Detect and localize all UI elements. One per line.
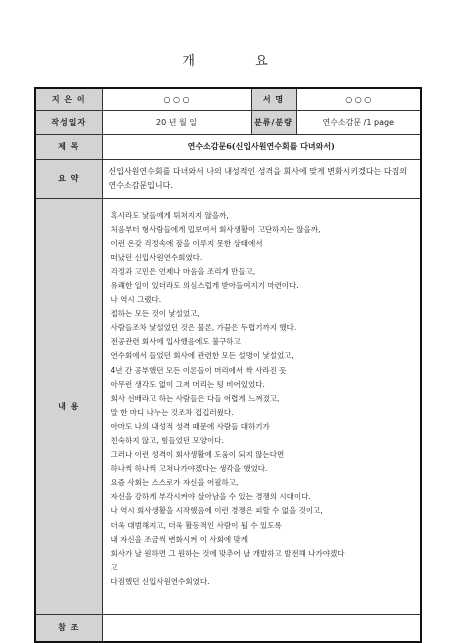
date-value: 20 년 월 일 <box>102 110 251 134</box>
content-line: 4년 간 공부했던 모든 이론들이 머리에서 싹 사라진 듯 <box>110 365 287 375</box>
reference-value <box>102 614 421 642</box>
content-line: 내 자신을 조금씩 변화시켜 이 사회에 맞게 <box>110 534 248 544</box>
summary-value: 신입사원연수회를 다녀와서 나의 내성적인 성격을 회사에 맞게 변화시키겠다는 다짐의 연수소감문입니다. <box>102 159 421 198</box>
author-value: ○ ○ ○ <box>102 88 251 110</box>
content-line: 고 <box>110 562 118 572</box>
content-line: 사람들조차 낯설었던 것은 물론, 가끔은 두렵기까지 했다. <box>110 323 297 333</box>
content-line: 회사 선배라고 하는 사람들은 다들 어렵게 느껴졌고, <box>110 393 280 403</box>
content-line: 걱정과 고민은 언제나 마음을 조리게 만들고, <box>110 266 256 276</box>
summary-label: 요 약 <box>35 159 102 198</box>
content-line: 친숙하지 않고, 힘들었던 모양이다. <box>110 436 224 445</box>
reference-label: 참 조 <box>35 614 102 642</box>
content-line: 하나씩 하나씩 고쳐나가야겠다는 생각을 했었다. <box>110 464 268 474</box>
author-label: 지 은 이 <box>35 88 102 110</box>
content-line: 처음부터 형사람들에게 밉보여서 회사생활이 고단하지는 않을까, <box>110 224 321 234</box>
content-line: 요즘 사회는 스스로가 자신을 어필하고, <box>110 478 239 488</box>
content-line: 혹시라도 낯들에게 튀쳐지지 않을까, <box>110 210 229 220</box>
content-label: 내 용 <box>35 198 102 614</box>
content-line: 전공관련 회사에 입사했음에도 불구하고 <box>110 337 241 347</box>
content-line: 이런 온갖 걱정속에 잠을 이루지 못한 상태에서 <box>110 238 263 248</box>
content-line: 나 역시 그랬다. <box>110 295 162 305</box>
content-line: 자신을 강하게 부각시켜야 살아남을 수 있는 경쟁의 시대이다. <box>110 492 311 502</box>
content-line: 말 한 마디 나누는 것조차 겁깁러웠다. <box>110 407 234 417</box>
content-line: 접하는 모든 것이 낯설었고, <box>110 309 200 319</box>
category-label: 분류/분량 <box>251 110 296 134</box>
content-line: 아무런 생각도 없이 그저 머리는 텅 비어있었다. <box>110 379 265 389</box>
subject-label: 제 목 <box>35 134 102 159</box>
content-line: 연수회에서 들었던 회사에 관련한 모든 설명이 낯설었고, <box>110 351 294 361</box>
content-lines <box>111 209 413 590</box>
content-line: 회사가 날 원하면 그 원하는 것에 맞추어 날 개발하고 발전해 나가야겠다 <box>110 548 345 558</box>
date-label: 작성일자 <box>35 110 102 134</box>
summary-form <box>34 87 422 643</box>
sign-value: ○ ○ ○ <box>296 88 421 110</box>
page-title: 개 요 <box>182 54 296 69</box>
content-line: 떠났던 신입사원연수회였다. <box>110 252 203 262</box>
subject-value: 연수소감문6(신입사원연수회를 다녀와서) <box>102 134 421 159</box>
content-line: 다짐했던 신입사원연수회였다. <box>110 576 210 586</box>
content-line: 아마도 나의 내성적 성격 때문에 사람들 대하기가 <box>110 421 270 431</box>
content-line: 그러나 이런 성격이 회사생활에 도움이 되지 않는다면 <box>110 450 285 460</box>
content-line: 나 역시 회사생활을 시작했음에 이런 경쟁은 피할 수 없을 것이고, <box>110 506 323 516</box>
content-line: 유쾌한 일이 있더라도 의심스럽게 받아들여지기 마련이다. <box>110 280 299 290</box>
category-value: 연수소감문 /1 page <box>296 110 421 134</box>
content-body <box>102 198 421 614</box>
sign-label: 서 명 <box>251 88 296 110</box>
content-line: 더욱 대범해지고, 더욱 활동적인 사람이 될 수 있도록 <box>110 520 282 530</box>
